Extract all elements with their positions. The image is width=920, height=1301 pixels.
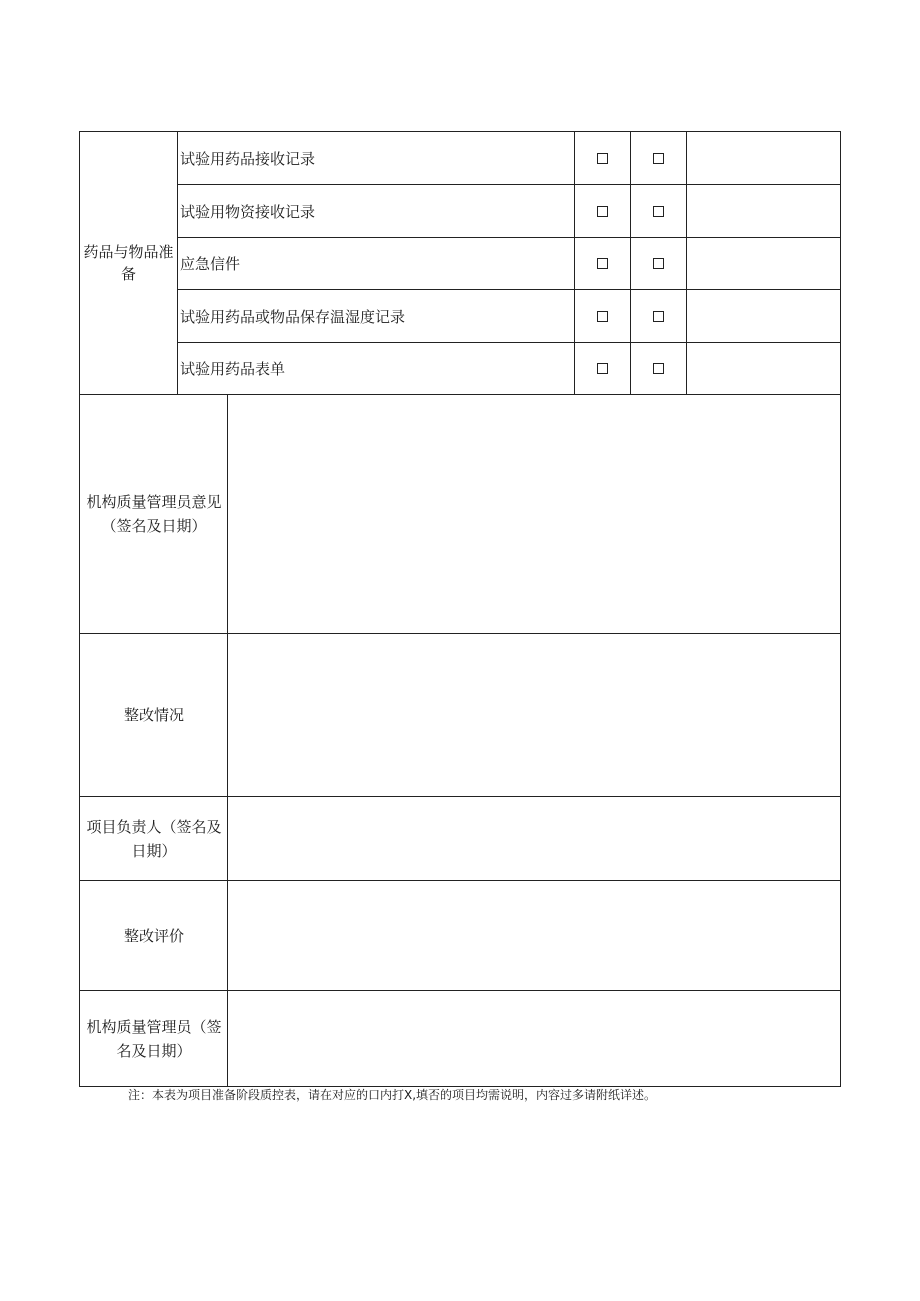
- item-label: 试验用药品表单: [180, 360, 286, 378]
- col-divider: [574, 131, 575, 394]
- col-divider: [630, 131, 631, 394]
- col-divider: [177, 131, 178, 394]
- item-label: 试验用药品接收记录: [180, 149, 316, 168]
- remark-cell[interactable]: [687, 343, 839, 394]
- project-leader-field[interactable]: [228, 797, 839, 880]
- item-label: 试验用药品或物品保存温湿度记录: [180, 307, 406, 326]
- qa-manager-label: 机构质量管理员（签名及日期）: [86, 1017, 222, 1060]
- yes-checkbox[interactable]: [597, 206, 608, 217]
- rectification-status-label: 整改情况: [123, 706, 184, 724]
- qa-opinion-field[interactable]: [228, 395, 839, 633]
- section-title: 药品与物品准备: [83, 243, 174, 283]
- no-checkbox[interactable]: [653, 363, 664, 374]
- yes-checkbox[interactable]: [597, 153, 608, 164]
- no-checkbox[interactable]: [653, 153, 664, 164]
- yes-checkbox[interactable]: [597, 363, 608, 374]
- rectification-status-field[interactable]: [228, 634, 839, 796]
- item-label: 应急信件: [180, 255, 241, 273]
- no-checkbox[interactable]: [653, 258, 664, 269]
- remark-cell[interactable]: [687, 238, 839, 289]
- item-label: 试验用物资接收记录: [180, 202, 316, 221]
- qa-manager-field[interactable]: [228, 991, 839, 1086]
- yes-checkbox[interactable]: [597, 258, 608, 269]
- qa-opinion-label: 机构质量管理员意见（签名及日期）: [86, 493, 222, 535]
- remark-cell[interactable]: [687, 132, 839, 184]
- remark-cell[interactable]: [687, 185, 839, 237]
- remark-cell[interactable]: [687, 290, 839, 342]
- yes-checkbox[interactable]: [597, 311, 608, 322]
- project-leader-label: 项目负责人（签名及日期）: [86, 817, 222, 860]
- rectification-evaluation-field[interactable]: [228, 881, 839, 990]
- no-checkbox[interactable]: [653, 206, 664, 217]
- footnote: 注：本表为项目准备阶段质控表，请在对应的口内打X,填否的项目均需说明，内容过多请附纸详述。: [128, 1088, 657, 1102]
- no-checkbox[interactable]: [653, 311, 664, 322]
- rectification-evaluation-label: 整改评价: [123, 926, 184, 945]
